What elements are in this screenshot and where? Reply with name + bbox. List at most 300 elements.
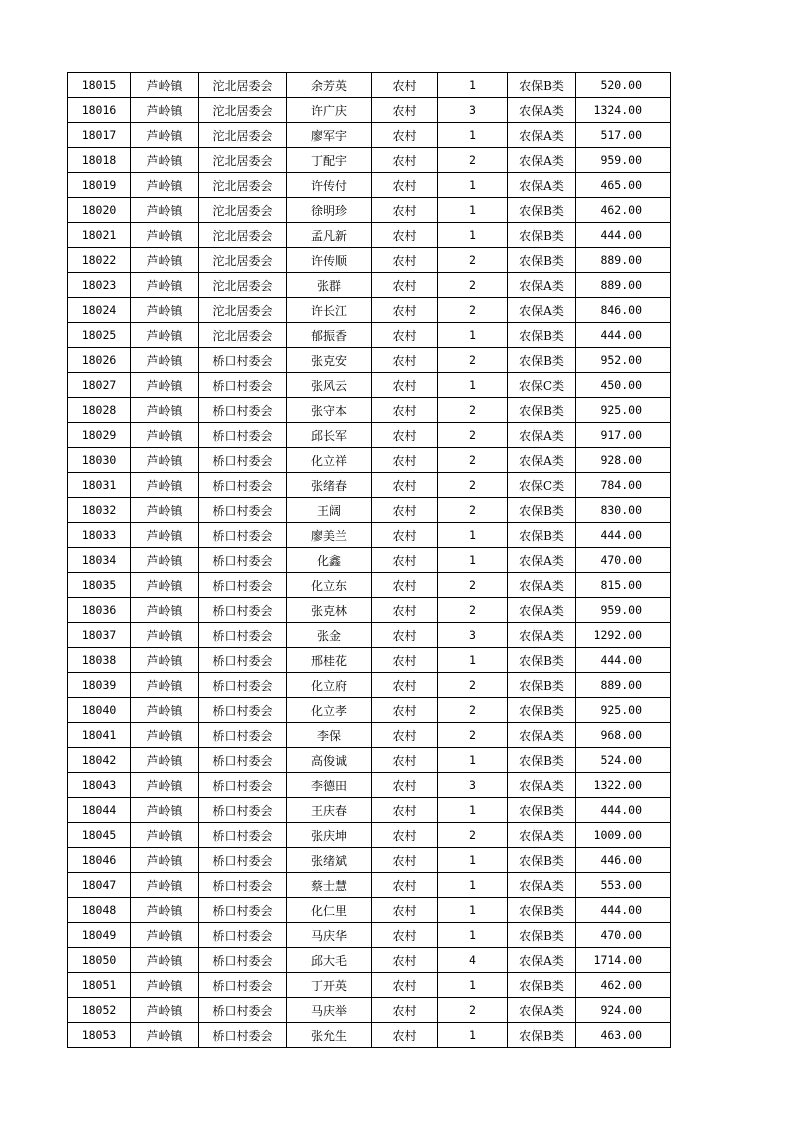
- area-cell: 农村: [372, 73, 438, 98]
- committee-cell: 桥口村委会: [199, 448, 287, 473]
- area-cell: 农村: [372, 248, 438, 273]
- town-cell: 芦岭镇: [131, 973, 199, 998]
- committee-cell: 桥口村委会: [199, 773, 287, 798]
- town-cell: 芦岭镇: [131, 323, 199, 348]
- category-cell: 农保A类: [508, 148, 576, 173]
- committee-cell: 沱北居委会: [199, 123, 287, 148]
- count-cell: 2: [438, 448, 508, 473]
- area-cell: 农村: [372, 898, 438, 923]
- table-row: [68, 173, 671, 198]
- count-cell: 1: [438, 173, 508, 198]
- table-row: [68, 673, 671, 698]
- category-cell: 农保B类: [508, 698, 576, 723]
- town-cell: 芦岭镇: [131, 623, 199, 648]
- amount-cell: 463.00: [576, 1023, 671, 1048]
- category-cell: 农保B类: [508, 748, 576, 773]
- category-cell: 农保A类: [508, 123, 576, 148]
- town-cell: 芦岭镇: [131, 773, 199, 798]
- area-cell: 农村: [372, 698, 438, 723]
- committee-cell: 桥口村委会: [199, 848, 287, 873]
- area-cell: 农村: [372, 923, 438, 948]
- amount-cell: 924.00: [576, 998, 671, 1023]
- category-cell: 农保A类: [508, 773, 576, 798]
- category-cell: 农保B类: [508, 248, 576, 273]
- name-cell: 高俊诚: [287, 748, 372, 773]
- count-cell: 1: [438, 523, 508, 548]
- amount-cell: 846.00: [576, 298, 671, 323]
- category-cell: 农保B类: [508, 923, 576, 948]
- committee-cell: 桥口村委会: [199, 923, 287, 948]
- record-id-cell: 18050: [68, 948, 131, 973]
- committee-cell: 沱北居委会: [199, 273, 287, 298]
- record-id-cell: 18035: [68, 573, 131, 598]
- area-cell: 农村: [372, 623, 438, 648]
- table-row: [68, 223, 671, 248]
- count-cell: 1: [438, 973, 508, 998]
- record-id-cell: 18019: [68, 173, 131, 198]
- town-cell: 芦岭镇: [131, 373, 199, 398]
- record-id-cell: 18038: [68, 648, 131, 673]
- count-cell: 1: [438, 873, 508, 898]
- category-cell: 农保B类: [508, 498, 576, 523]
- table-row: [68, 123, 671, 148]
- name-cell: 张允生: [287, 1023, 372, 1048]
- category-cell: 农保B类: [508, 398, 576, 423]
- count-cell: 1: [438, 898, 508, 923]
- committee-cell: 沱北居委会: [199, 173, 287, 198]
- table-row: [68, 873, 671, 898]
- table-row: [68, 73, 671, 98]
- record-id-cell: 18016: [68, 98, 131, 123]
- count-cell: 2: [438, 673, 508, 698]
- committee-cell: 桥口村委会: [199, 523, 287, 548]
- committee-cell: 沱北居委会: [199, 323, 287, 348]
- table-row: [68, 798, 671, 823]
- category-cell: 农保B类: [508, 223, 576, 248]
- table-row: [68, 348, 671, 373]
- area-cell: 农村: [372, 198, 438, 223]
- count-cell: 2: [438, 998, 508, 1023]
- count-cell: 1: [438, 323, 508, 348]
- area-cell: 农村: [372, 448, 438, 473]
- area-cell: 农村: [372, 523, 438, 548]
- committee-cell: 沱北居委会: [199, 198, 287, 223]
- amount-cell: 450.00: [576, 373, 671, 398]
- name-cell: 化鑫: [287, 548, 372, 573]
- committee-cell: 桥口村委会: [199, 473, 287, 498]
- name-cell: 丁开英: [287, 973, 372, 998]
- area-cell: 农村: [372, 673, 438, 698]
- town-cell: 芦岭镇: [131, 698, 199, 723]
- record-id-cell: 18030: [68, 448, 131, 473]
- name-cell: 张克安: [287, 348, 372, 373]
- area-cell: 农村: [372, 223, 438, 248]
- category-cell: 农保B类: [508, 898, 576, 923]
- area-cell: 农村: [372, 398, 438, 423]
- amount-cell: 925.00: [576, 398, 671, 423]
- committee-cell: 沱北居委会: [199, 223, 287, 248]
- table-row: [68, 898, 671, 923]
- table-row: [68, 523, 671, 548]
- record-id-cell: 18049: [68, 923, 131, 948]
- category-cell: 农保B类: [508, 73, 576, 98]
- name-cell: 许广庆: [287, 98, 372, 123]
- area-cell: 农村: [372, 373, 438, 398]
- table-row: [68, 773, 671, 798]
- record-id-cell: 18015: [68, 73, 131, 98]
- count-cell: 2: [438, 698, 508, 723]
- count-cell: 1: [438, 748, 508, 773]
- table-body: [68, 73, 671, 1048]
- town-cell: 芦岭镇: [131, 148, 199, 173]
- record-id-cell: 18025: [68, 323, 131, 348]
- count-cell: 2: [438, 573, 508, 598]
- table-row: [68, 373, 671, 398]
- table-row: [68, 148, 671, 173]
- table-row: [68, 823, 671, 848]
- amount-cell: 1324.00: [576, 98, 671, 123]
- name-cell: 化立祥: [287, 448, 372, 473]
- amount-cell: 1009.00: [576, 823, 671, 848]
- area-cell: 农村: [372, 723, 438, 748]
- amount-cell: 470.00: [576, 548, 671, 573]
- town-cell: 芦岭镇: [131, 748, 199, 773]
- category-cell: 农保A类: [508, 998, 576, 1023]
- category-cell: 农保A类: [508, 823, 576, 848]
- area-cell: 农村: [372, 1023, 438, 1048]
- committee-cell: 桥口村委会: [199, 648, 287, 673]
- table-row: [68, 698, 671, 723]
- count-cell: 2: [438, 498, 508, 523]
- record-id-cell: 18031: [68, 473, 131, 498]
- category-cell: 农保B类: [508, 648, 576, 673]
- table-row: [68, 923, 671, 948]
- name-cell: 许长江: [287, 298, 372, 323]
- amount-cell: 553.00: [576, 873, 671, 898]
- amount-cell: 462.00: [576, 198, 671, 223]
- committee-cell: 桥口村委会: [199, 748, 287, 773]
- town-cell: 芦岭镇: [131, 823, 199, 848]
- name-cell: 许传顺: [287, 248, 372, 273]
- table-row: [68, 998, 671, 1023]
- committee-cell: 沱北居委会: [199, 73, 287, 98]
- committee-cell: 沱北居委会: [199, 248, 287, 273]
- category-cell: 农保B类: [508, 673, 576, 698]
- area-cell: 农村: [372, 273, 438, 298]
- table-row: [68, 248, 671, 273]
- record-id-cell: 18042: [68, 748, 131, 773]
- name-cell: 张金: [287, 623, 372, 648]
- committee-cell: 桥口村委会: [199, 898, 287, 923]
- record-id-cell: 18044: [68, 798, 131, 823]
- count-cell: 2: [438, 248, 508, 273]
- area-cell: 农村: [372, 798, 438, 823]
- amount-cell: 1714.00: [576, 948, 671, 973]
- category-cell: 农保A类: [508, 448, 576, 473]
- area-cell: 农村: [372, 498, 438, 523]
- town-cell: 芦岭镇: [131, 548, 199, 573]
- table-row: [68, 198, 671, 223]
- name-cell: 化立府: [287, 673, 372, 698]
- area-cell: 农村: [372, 473, 438, 498]
- amount-cell: 524.00: [576, 748, 671, 773]
- area-cell: 农村: [372, 573, 438, 598]
- area-cell: 农村: [372, 323, 438, 348]
- amount-cell: 444.00: [576, 523, 671, 548]
- count-cell: 4: [438, 948, 508, 973]
- count-cell: 1: [438, 923, 508, 948]
- amount-cell: 968.00: [576, 723, 671, 748]
- town-cell: 芦岭镇: [131, 98, 199, 123]
- town-cell: 芦岭镇: [131, 573, 199, 598]
- area-cell: 农村: [372, 948, 438, 973]
- town-cell: 芦岭镇: [131, 673, 199, 698]
- amount-cell: 928.00: [576, 448, 671, 473]
- name-cell: 李保: [287, 723, 372, 748]
- record-id-cell: 18028: [68, 398, 131, 423]
- amount-cell: 517.00: [576, 123, 671, 148]
- count-cell: 1: [438, 548, 508, 573]
- count-cell: 2: [438, 598, 508, 623]
- count-cell: 3: [438, 98, 508, 123]
- count-cell: 2: [438, 348, 508, 373]
- amount-cell: 520.00: [576, 73, 671, 98]
- committee-cell: 沱北居委会: [199, 98, 287, 123]
- record-id-cell: 18018: [68, 148, 131, 173]
- name-cell: 蔡士慧: [287, 873, 372, 898]
- amount-cell: 470.00: [576, 923, 671, 948]
- count-cell: 2: [438, 273, 508, 298]
- committee-cell: 沱北居委会: [199, 298, 287, 323]
- record-id-cell: 18045: [68, 823, 131, 848]
- table-row: [68, 848, 671, 873]
- committee-cell: 桥口村委会: [199, 373, 287, 398]
- town-cell: 芦岭镇: [131, 198, 199, 223]
- category-cell: 农保A类: [508, 98, 576, 123]
- record-id-cell: 18027: [68, 373, 131, 398]
- town-cell: 芦岭镇: [131, 123, 199, 148]
- town-cell: 芦岭镇: [131, 523, 199, 548]
- category-cell: 农保B类: [508, 523, 576, 548]
- table-row: [68, 448, 671, 473]
- town-cell: 芦岭镇: [131, 398, 199, 423]
- name-cell: 马庆华: [287, 923, 372, 948]
- count-cell: 2: [438, 298, 508, 323]
- table-row: [68, 973, 671, 998]
- table-row: [68, 423, 671, 448]
- table-row: [68, 323, 671, 348]
- name-cell: 张绪斌: [287, 848, 372, 873]
- record-id-cell: 18022: [68, 248, 131, 273]
- name-cell: 邱大毛: [287, 948, 372, 973]
- table-row: [68, 723, 671, 748]
- committee-cell: 桥口村委会: [199, 398, 287, 423]
- committee-cell: 桥口村委会: [199, 573, 287, 598]
- committee-cell: 桥口村委会: [199, 348, 287, 373]
- category-cell: 农保A类: [508, 423, 576, 448]
- record-id-cell: 18039: [68, 673, 131, 698]
- area-cell: 农村: [372, 998, 438, 1023]
- area-cell: 农村: [372, 648, 438, 673]
- area-cell: 农村: [372, 548, 438, 573]
- committee-cell: 桥口村委会: [199, 1023, 287, 1048]
- amount-cell: 784.00: [576, 473, 671, 498]
- committee-cell: 桥口村委会: [199, 723, 287, 748]
- name-cell: 徐明珍: [287, 198, 372, 223]
- record-id-cell: 18026: [68, 348, 131, 373]
- town-cell: 芦岭镇: [131, 173, 199, 198]
- amount-cell: 1292.00: [576, 623, 671, 648]
- count-cell: 1: [438, 373, 508, 398]
- count-cell: 1: [438, 648, 508, 673]
- amount-cell: 444.00: [576, 798, 671, 823]
- category-cell: 农保A类: [508, 723, 576, 748]
- category-cell: 农保B类: [508, 973, 576, 998]
- town-cell: 芦岭镇: [131, 223, 199, 248]
- record-id-cell: 18032: [68, 498, 131, 523]
- area-cell: 农村: [372, 423, 438, 448]
- name-cell: 许传付: [287, 173, 372, 198]
- category-cell: 农保A类: [508, 573, 576, 598]
- name-cell: 张守本: [287, 398, 372, 423]
- amount-cell: 830.00: [576, 498, 671, 523]
- record-id-cell: 18017: [68, 123, 131, 148]
- name-cell: 孟凡新: [287, 223, 372, 248]
- amount-cell: 446.00: [576, 848, 671, 873]
- table-row: [68, 273, 671, 298]
- table-row: [68, 748, 671, 773]
- town-cell: 芦岭镇: [131, 873, 199, 898]
- name-cell: 张庆坤: [287, 823, 372, 848]
- town-cell: 芦岭镇: [131, 273, 199, 298]
- committee-cell: 桥口村委会: [199, 698, 287, 723]
- count-cell: 3: [438, 623, 508, 648]
- record-id-cell: 18034: [68, 548, 131, 573]
- count-cell: 2: [438, 473, 508, 498]
- record-id-cell: 18052: [68, 998, 131, 1023]
- committee-cell: 桥口村委会: [199, 423, 287, 448]
- name-cell: 化立孝: [287, 698, 372, 723]
- record-id-cell: 18037: [68, 623, 131, 648]
- record-id-cell: 18048: [68, 898, 131, 923]
- count-cell: 1: [438, 1023, 508, 1048]
- record-table: [67, 72, 671, 1048]
- category-cell: 农保B类: [508, 348, 576, 373]
- count-cell: 2: [438, 823, 508, 848]
- table-row: [68, 98, 671, 123]
- count-cell: 3: [438, 773, 508, 798]
- category-cell: 农保B类: [508, 323, 576, 348]
- record-id-cell: 18051: [68, 973, 131, 998]
- name-cell: 邢桂花: [287, 648, 372, 673]
- count-cell: 2: [438, 423, 508, 448]
- town-cell: 芦岭镇: [131, 248, 199, 273]
- town-cell: 芦岭镇: [131, 348, 199, 373]
- committee-cell: 桥口村委会: [199, 548, 287, 573]
- town-cell: 芦岭镇: [131, 1023, 199, 1048]
- table-row: [68, 473, 671, 498]
- committee-cell: 桥口村委会: [199, 873, 287, 898]
- name-cell: 廖军宇: [287, 123, 372, 148]
- area-cell: 农村: [372, 148, 438, 173]
- committee-cell: 桥口村委会: [199, 998, 287, 1023]
- area-cell: 农村: [372, 848, 438, 873]
- committee-cell: 桥口村委会: [199, 673, 287, 698]
- record-id-cell: 18043: [68, 773, 131, 798]
- amount-cell: 889.00: [576, 673, 671, 698]
- town-cell: 芦岭镇: [131, 948, 199, 973]
- name-cell: 张克林: [287, 598, 372, 623]
- category-cell: 农保A类: [508, 548, 576, 573]
- town-cell: 芦岭镇: [131, 73, 199, 98]
- table-row: [68, 298, 671, 323]
- area-cell: 农村: [372, 973, 438, 998]
- category-cell: 农保B类: [508, 848, 576, 873]
- amount-cell: 889.00: [576, 273, 671, 298]
- table-row: [68, 398, 671, 423]
- record-id-cell: 18036: [68, 598, 131, 623]
- table-row: [68, 573, 671, 598]
- category-cell: 农保B类: [508, 198, 576, 223]
- table-row: [68, 598, 671, 623]
- name-cell: 丁配宇: [287, 148, 372, 173]
- record-id-cell: 18021: [68, 223, 131, 248]
- town-cell: 芦岭镇: [131, 998, 199, 1023]
- amount-cell: 444.00: [576, 648, 671, 673]
- category-cell: 农保A类: [508, 623, 576, 648]
- committee-cell: 桥口村委会: [199, 823, 287, 848]
- area-cell: 农村: [372, 298, 438, 323]
- name-cell: 李德田: [287, 773, 372, 798]
- category-cell: 农保A类: [508, 298, 576, 323]
- category-cell: 农保B类: [508, 1023, 576, 1048]
- name-cell: 张群: [287, 273, 372, 298]
- area-cell: 农村: [372, 748, 438, 773]
- record-id-cell: 18023: [68, 273, 131, 298]
- area-cell: 农村: [372, 98, 438, 123]
- town-cell: 芦岭镇: [131, 798, 199, 823]
- name-cell: 张绪春: [287, 473, 372, 498]
- name-cell: 余芳英: [287, 73, 372, 98]
- name-cell: 廖美兰: [287, 523, 372, 548]
- committee-cell: 桥口村委会: [199, 948, 287, 973]
- town-cell: 芦岭镇: [131, 848, 199, 873]
- name-cell: 马庆举: [287, 998, 372, 1023]
- amount-cell: 952.00: [576, 348, 671, 373]
- count-cell: 1: [438, 848, 508, 873]
- committee-cell: 桥口村委会: [199, 623, 287, 648]
- record-id-cell: 18053: [68, 1023, 131, 1048]
- table-row: [68, 1023, 671, 1048]
- record-id-cell: 18041: [68, 723, 131, 748]
- name-cell: 王阔: [287, 498, 372, 523]
- table-row: [68, 948, 671, 973]
- count-cell: 1: [438, 798, 508, 823]
- town-cell: 芦岭镇: [131, 298, 199, 323]
- amount-cell: 917.00: [576, 423, 671, 448]
- area-cell: 农村: [372, 823, 438, 848]
- town-cell: 芦岭镇: [131, 448, 199, 473]
- amount-cell: 959.00: [576, 598, 671, 623]
- table-row: [68, 623, 671, 648]
- name-cell: 邱长军: [287, 423, 372, 448]
- count-cell: 1: [438, 223, 508, 248]
- committee-cell: 桥口村委会: [199, 598, 287, 623]
- town-cell: 芦岭镇: [131, 598, 199, 623]
- committee-cell: 沱北居委会: [199, 148, 287, 173]
- count-cell: 2: [438, 723, 508, 748]
- area-cell: 农村: [372, 173, 438, 198]
